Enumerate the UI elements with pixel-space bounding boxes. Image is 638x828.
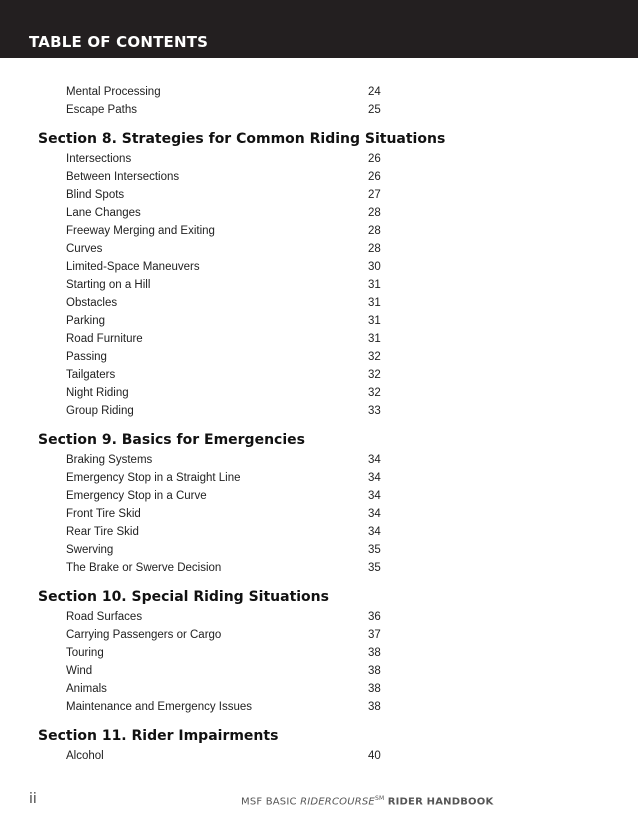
toc-entry-label: Passing (66, 351, 107, 363)
toc-entry (0, 83, 638, 101)
toc-entry-page: 37 (368, 629, 381, 641)
page-title: TABLE OF CONTENTS (29, 33, 209, 51)
toc-entry-label: Swerving (66, 544, 114, 556)
footer-course: RIDERCOURSE (300, 796, 375, 808)
section-heading: Section 11. Rider Impairments (38, 728, 279, 744)
toc-entry-label: Night Riding (66, 387, 129, 399)
toc-entry-page: 32 (368, 351, 381, 363)
toc-entry (0, 330, 638, 348)
toc-entry-page: 35 (368, 562, 381, 574)
toc-entry-label: Touring (66, 647, 104, 659)
toc-entry-label: Between Intersections (66, 171, 180, 183)
toc-entry-label: Rear Tire Skid (66, 526, 139, 538)
toc-entry-page: 34 (368, 526, 381, 538)
toc-entry-label: Braking Systems (66, 454, 153, 466)
toc-entry-page: 38 (368, 701, 381, 713)
toc-entry-page: 38 (368, 665, 381, 677)
section-heading: Section 8. Strategies for Common Riding Situations (38, 131, 446, 147)
toc-entry-label: Lane Changes (66, 207, 141, 219)
toc-entry-page: 26 (368, 171, 381, 183)
toc-entry-label: Emergency Stop in a Straight Line (66, 472, 241, 484)
header-band (0, 0, 638, 58)
toc-entry-label: Limited-Space Maneuvers (66, 261, 200, 273)
toc-entry-page: 34 (368, 454, 381, 466)
toc-entry (0, 186, 638, 204)
toc-entry-page: 35 (368, 544, 381, 556)
toc-entry (0, 559, 638, 577)
toc-entry-page: 28 (368, 225, 381, 237)
toc-entry (0, 402, 638, 420)
toc-entry-label: Carrying Passengers or Cargo (66, 629, 222, 641)
toc-entry-label: Escape Paths (66, 104, 137, 116)
footer-publication-title (241, 795, 493, 807)
footer-suffix: RIDER HANDBOOK (387, 796, 494, 808)
toc-entry-label: Blind Spots (66, 189, 125, 201)
toc-entry-label: Parking (66, 315, 105, 327)
toc-entry-page: 28 (368, 207, 381, 219)
toc-entry-page: 33 (368, 405, 381, 417)
toc-entry-page: 31 (368, 315, 381, 327)
toc-entry (0, 384, 638, 402)
toc-entry (0, 222, 638, 240)
toc-entry (0, 662, 638, 680)
toc-entry-page: 27 (368, 189, 381, 201)
toc-entry-label: Curves (66, 243, 103, 255)
toc-entry-label: The Brake or Swerve Decision (66, 562, 222, 574)
toc-entry (0, 204, 638, 222)
toc-entry-page: 31 (368, 297, 381, 309)
toc-entry-page: 32 (368, 369, 381, 381)
toc-entry (0, 608, 638, 626)
footer-service-mark: SM (374, 795, 385, 802)
toc-entry (0, 312, 638, 330)
footer-prefix: MSF BASIC (241, 796, 297, 808)
toc-entry (0, 168, 638, 186)
toc-entry-page: 34 (368, 490, 381, 502)
toc-entry-page: 31 (368, 279, 381, 291)
toc-entry-page: 31 (368, 333, 381, 345)
toc-entry (0, 276, 638, 294)
toc-entry-page: 34 (368, 472, 381, 484)
toc-entry-page: 38 (368, 647, 381, 659)
toc-entry-page: 36 (368, 611, 381, 623)
toc-entry-label: Tailgaters (66, 369, 116, 381)
toc-entry (0, 348, 638, 366)
toc-entry-label: Maintenance and Emergency Issues (66, 701, 253, 713)
toc-entry (0, 101, 638, 119)
section-heading: Section 10. Special Riding Situations (38, 589, 329, 605)
toc-entry (0, 523, 638, 541)
toc-entry (0, 258, 638, 276)
toc-entry-page: 26 (368, 153, 381, 165)
toc-entry (0, 294, 638, 312)
toc-entry (0, 644, 638, 662)
toc-entry-page: 40 (368, 750, 381, 762)
toc-entry-label: Intersections (66, 153, 132, 165)
toc-entry-label: Alcohol (66, 750, 104, 762)
toc-entry-label: Freeway Merging and Exiting (66, 225, 215, 237)
toc-entry-label: Wind (66, 665, 93, 677)
toc-entry (0, 366, 638, 384)
toc-entry-page: 34 (368, 508, 381, 520)
toc-entry-label: Obstacles (66, 297, 118, 309)
toc-entry-label: Road Furniture (66, 333, 143, 345)
toc-entry (0, 451, 638, 469)
toc-entry-page: 25 (368, 104, 381, 116)
toc-entry (0, 487, 638, 505)
toc-entry-label: Front Tire Skid (66, 508, 141, 520)
section-heading: Section 9. Basics for Emergencies (38, 432, 305, 448)
toc-entry-label: Starting on a Hill (66, 279, 151, 291)
toc-entry-page: 28 (368, 243, 381, 255)
toc-entry-label: Emergency Stop in a Curve (66, 490, 207, 502)
footer-page-number: ii (29, 791, 37, 807)
toc-entry (0, 469, 638, 487)
toc-entry-label: Group Riding (66, 405, 134, 417)
toc-entry-label: Road Surfaces (66, 611, 143, 623)
toc-entry-page: 24 (368, 86, 381, 98)
toc-entry (0, 626, 638, 644)
toc-entry-label: Mental Processing (66, 86, 161, 98)
toc-entry-page: 32 (368, 387, 381, 399)
toc-entry (0, 240, 638, 258)
toc-entry-page: 38 (368, 683, 381, 695)
toc-entry (0, 698, 638, 716)
toc-entry (0, 150, 638, 168)
toc-entry (0, 680, 638, 698)
table-of-contents (0, 83, 638, 765)
toc-entry (0, 747, 638, 765)
toc-entry (0, 505, 638, 523)
toc-entry-page: 30 (368, 261, 381, 273)
toc-entry (0, 541, 638, 559)
toc-entry-label: Animals (66, 683, 107, 695)
